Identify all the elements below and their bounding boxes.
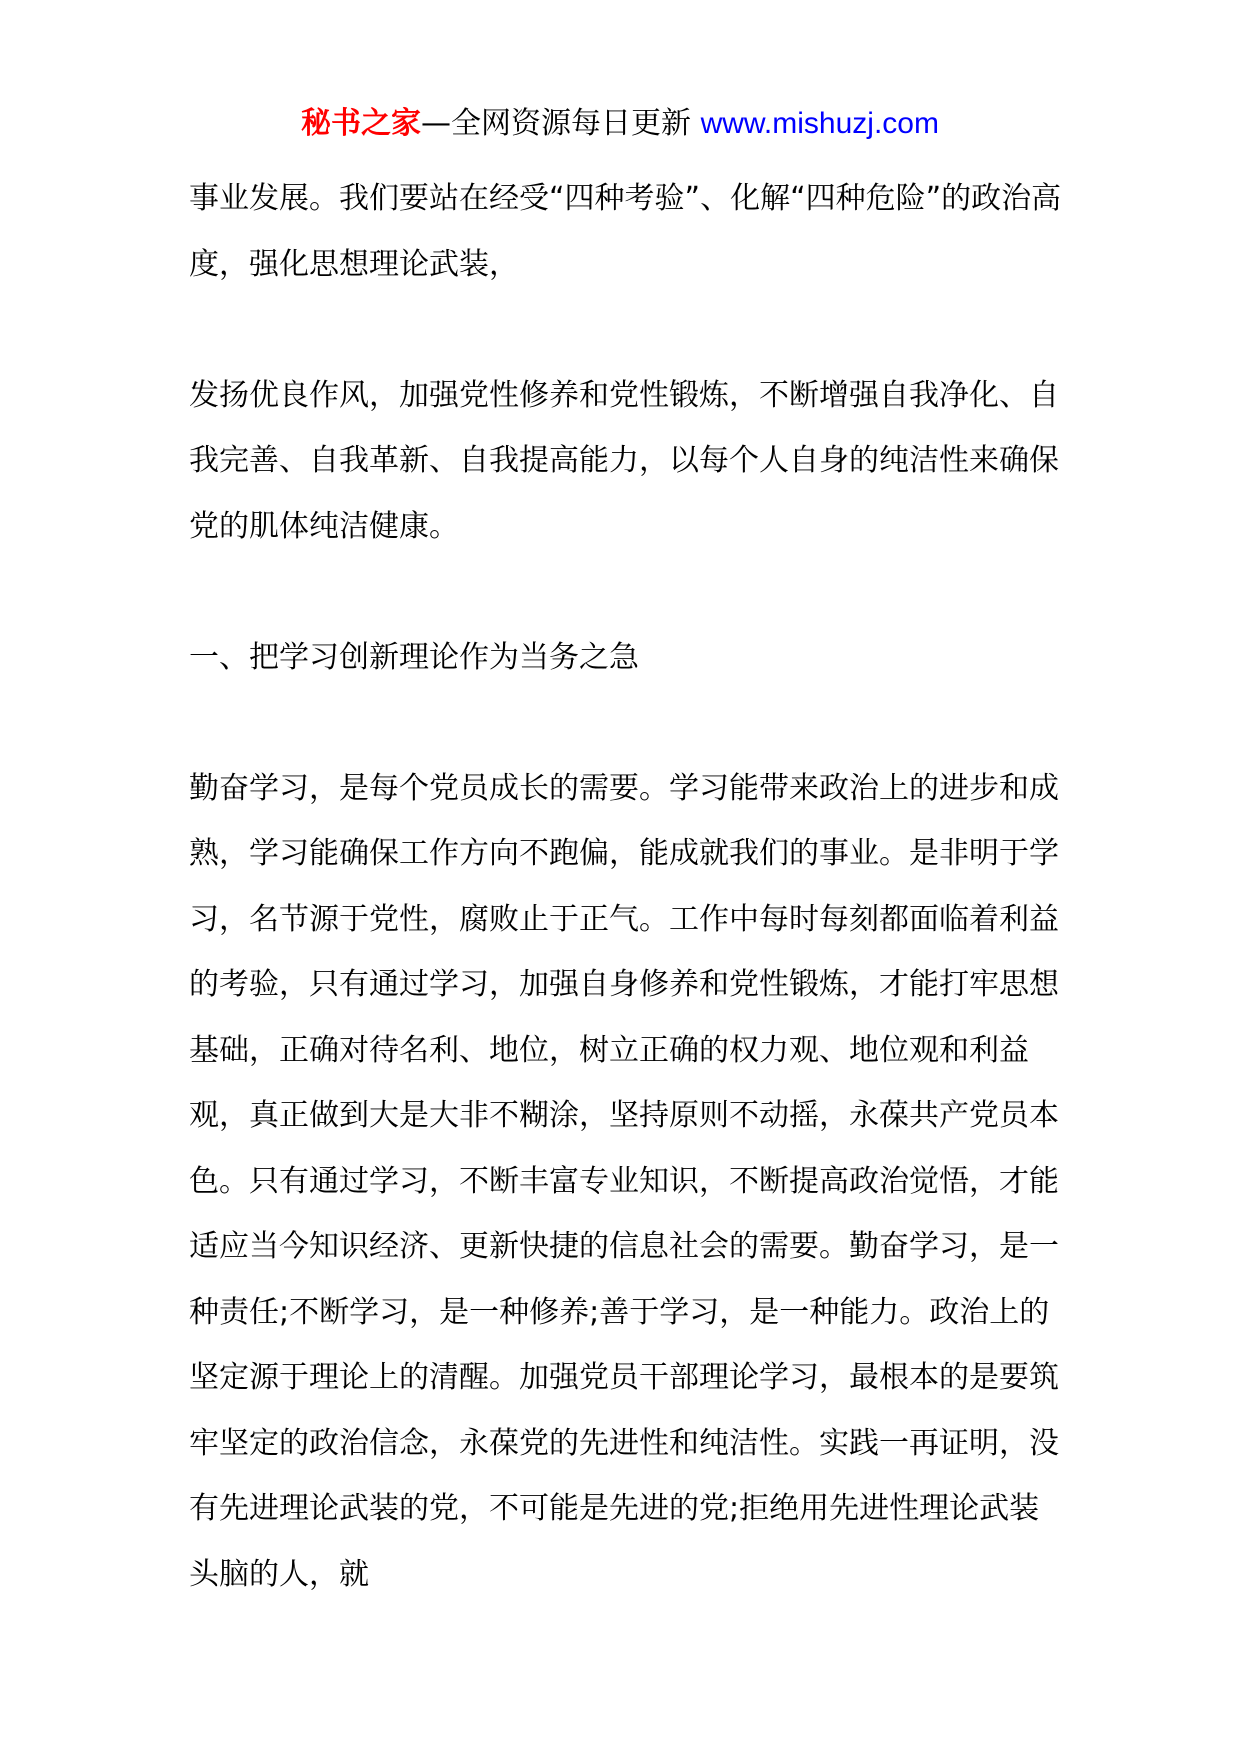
website-link[interactable]: www.mishuzj.com	[700, 107, 939, 140]
paragraph-spacer	[189, 559, 1069, 625]
paragraph-3: 勤奋学习，是每个党员成长的需要。学习能带来政治上的进步和成熟，学习能确保工作方向不跑偏，能成就我们的事业。是非明于学习，名节源于党性，腐败止于正气。工作中每时每刻都面临着利益的考验，只有通过学习，加强自身修养和党性锻炼，才能打牢思想基础，正确对待名利、地位，树立正确的权力观、地位观和利益观，真正做到大是大非不糊涂，坚持原则不动摇，永葆共产党员本色。只有通过学习，不断丰富专业知识，不断提高政治觉悟，才能适应当今知识经济、更新快捷的信息社会的需要。勤奋学习，是一种责任;不断学习，是一种修养;善于学习，是一种能力。政治上的坚定源于理论上的清醒。加强党员干部理论学习，最根本的是要筑牢坚定的政治信念，永葆党的先进性和纯洁性。实践一再证明，没有先进理论武装的党，不可能是先进的党;拒绝用先进性理论武装头脑的人，就	[189, 770, 1059, 1592]
document-body	[189, 166, 1069, 1607]
header-tagline: —全网资源每日更新	[421, 106, 701, 141]
paragraph-spacer	[189, 297, 1069, 363]
section-heading: 一、把学习创新理论作为当务之急	[189, 639, 639, 675]
paragraph-2: 发扬优良作风，加强党性修养和党性锻炼，不断增强自我净化、自我完善、自我革新、自我提高能力，以每个人自身的纯洁性来确保党的肌体纯洁健康。	[189, 377, 1059, 544]
brand-name: 秘书之家	[301, 106, 422, 141]
page-header	[0, 102, 1240, 146]
paragraph-spacer	[189, 690, 1069, 756]
paragraph-1: 事业发展。我们要站在经受“四种考验”、化解“四种危险”的政治高度，强化思想理论武装，	[189, 181, 1062, 282]
